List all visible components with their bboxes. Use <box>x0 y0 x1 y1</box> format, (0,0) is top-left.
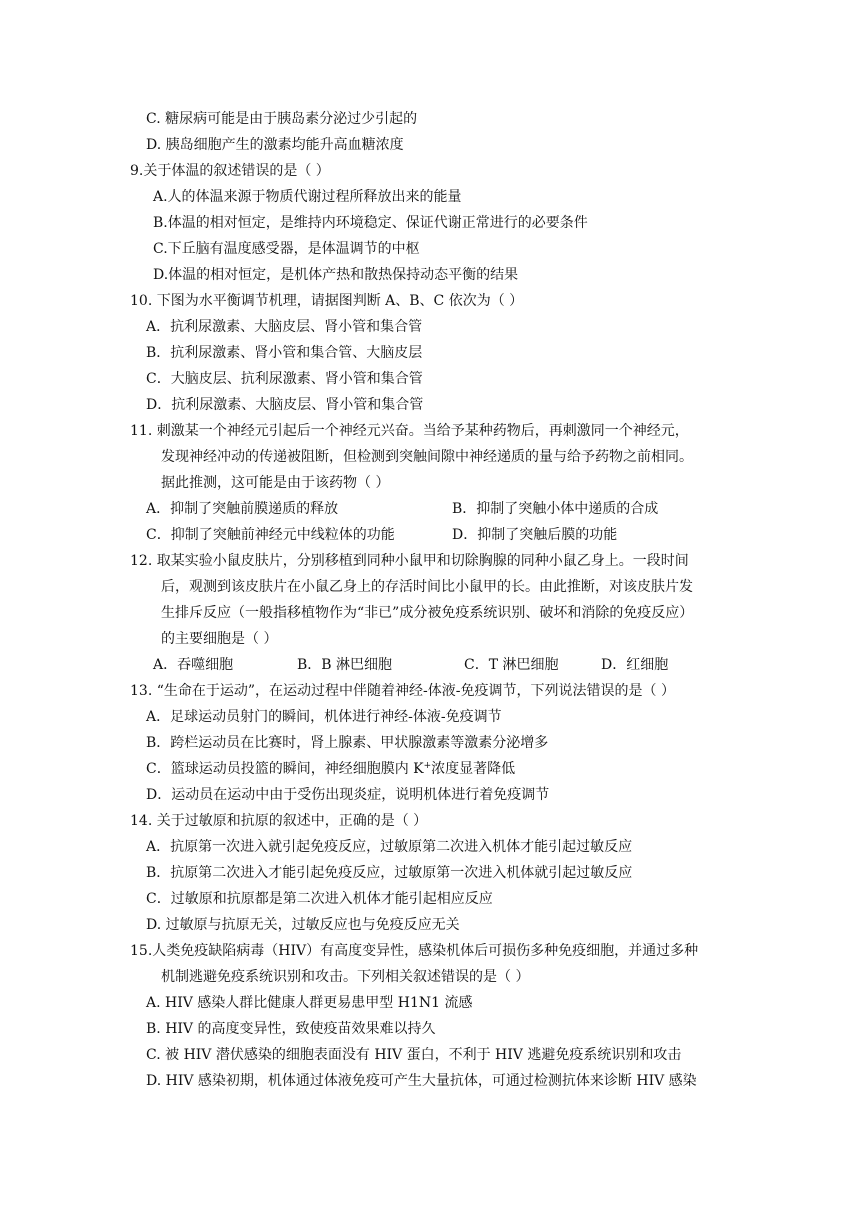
q13-stem: 13. “生命在于运动”，在运动过程中伴随着神经-体液-免疫调节，下列说法错误的是（ ） <box>130 683 675 699</box>
q12-option-a: A．吞噬细胞 <box>153 657 234 673</box>
q14-option-a: A．抗原第一次进入就引起免疫反应，过敏原第二次进入机体才能引起过敏反应 <box>146 839 633 855</box>
q10-option-a: A．抗利尿激素、大脑皮层、肾小管和集合管 <box>146 319 423 335</box>
q12-option-b: B．B 淋巴细胞 <box>297 657 393 673</box>
q11-stem-line-2: 发现神经冲动的传递被阻断，但检测到突触间隙中神经递质的量与给予药物之前相同。 <box>161 449 693 465</box>
q8-option-c: C. 糖尿病可能是由于胰岛素分泌过少引起的 <box>146 111 418 127</box>
q9-option-c: C.下丘脑有温度感受器，是体温调节的中枢 <box>153 241 420 257</box>
q11-stem-line-1: 11. 刺激某一个神经元引起后一个神经元兴奋。当给予某种药物后，再刺激同一个神经元， <box>130 423 689 439</box>
q10-stem: 10. 下图为水平衡调节机理，请据图判断 A、B、C 依次为（ ） <box>130 293 524 309</box>
q13-option-a: A．足球运动员射门的瞬间，机体进行神经-体液-免疫调节 <box>146 709 502 725</box>
q9-option-a: A.人的体温来源于物质代谢过程所释放出来的能量 <box>153 189 462 205</box>
q14-option-c: C．过敏原和抗原都是第二次进入机体才能引起相应反应 <box>146 891 493 907</box>
q13-option-c <box>146 760 515 778</box>
q15-stem-line-2: 机制逃避免疫系统识别和攻击。下列相关叙述错误的是（ ） <box>161 969 530 985</box>
q8-option-d: D. 胰岛细胞产生的激素均能升高血糖浓度 <box>146 137 404 153</box>
q10-option-d: D．抗利尿激素、大脑皮层、肾小管和集合管 <box>146 397 424 413</box>
q10-option-b: B．抗利尿激素、肾小管和集合管、大脑皮层 <box>146 345 423 361</box>
q12-stem-line-1: 12. 取某实验小鼠皮肤片，分别移植到同种小鼠甲和切除胸腺的同种小鼠乙身上。一段时间 <box>130 553 689 569</box>
q12-option-d: D．红细胞 <box>601 657 669 673</box>
q11-option-b: B．抑制了突触小体中递质的合成 <box>452 501 659 517</box>
q10-option-c: C．大脑皮层、抗利尿激素、肾小管和集合管 <box>146 371 423 387</box>
q11-option-a: A．抑制了突触前膜递质的释放 <box>146 501 339 517</box>
q9-option-d: D.体温的相对恒定，是机体产热和散热保持动态平衡的结果 <box>153 267 519 283</box>
q13-option-b: B．跨栏运动员在比赛时，肾上腺素、甲状腺激素等激素分泌增多 <box>146 735 549 751</box>
q15-option-a: A. HIV 感染人群比健康人群更易患甲型 H1N1 流感 <box>146 995 473 1011</box>
q15-option-d: D. HIV 感染初期，机体通过体液免疫可产生大量抗体，可通过检测抗体来诊断 HIV 感染 <box>146 1073 697 1089</box>
q9-stem: 9.关于体温的叙述错误的是（ ） <box>130 163 330 179</box>
q9-option-b: B.体温的相对恒定，是维持内环境稳定、保证代谢正常进行的必要条件 <box>153 215 588 231</box>
q13-option-c-text: C．篮球运动员投篮的瞬间，神经细胞膜内 K <box>146 761 424 777</box>
q15-option-c: C. 被 HIV 潜伏感染的细胞表面没有 HIV 蛋白，不利于 HIV 逃避免疫系统识别和攻击 <box>146 1047 682 1063</box>
q12-option-c: C．T 淋巴细胞 <box>464 657 559 673</box>
q14-stem: 14. 关于过敏原和抗原的叙述中，正确的是（ ） <box>130 813 428 829</box>
q12-stem-line-3: 生排斥反应（一般指移植物作为“非已”成分被免疫系统识别、破坏和消除的免疫反应） <box>161 605 694 621</box>
q11-stem-line-3: 据此推测，这可能是由于该药物（ ） <box>161 475 390 491</box>
q13-option-c-text-end: 浓度显著降低 <box>431 761 516 777</box>
potassium-charge: + <box>423 761 432 771</box>
q11-option-c: C．抑制了突触前神经元中线粒体的功能 <box>146 527 395 543</box>
q11-option-d: D．抑制了突触后膜的功能 <box>452 527 618 543</box>
q14-option-b: B．抗原第二次进入才能引起免疫反应，过敏原第一次进入机体就引起过敏反应 <box>146 865 633 881</box>
q12-stem-line-4: 的主要细胞是（ ） <box>161 631 278 647</box>
q12-stem-line-2: 后，观测到该皮肤片在小鼠乙身上的存活时间比小鼠甲的长。由此推断，对该皮肤片发 <box>161 579 693 595</box>
q14-option-d: D. 过敏原与抗原无关，过敏反应也与免疫反应无关 <box>146 917 460 933</box>
q15-stem-line-1: 15.人类免疫缺陷病毒（HIV）有高度变异性，感染机体后可损伤多种免疫细胞，并通过多种 <box>130 943 699 959</box>
q13-option-d: D．运动员在运动中由于受伤出现炎症，说明机体进行着免疫调节 <box>146 787 550 803</box>
q15-option-b: B. HIV 的高度变异性，致使疫苗效果难以持久 <box>146 1021 436 1037</box>
